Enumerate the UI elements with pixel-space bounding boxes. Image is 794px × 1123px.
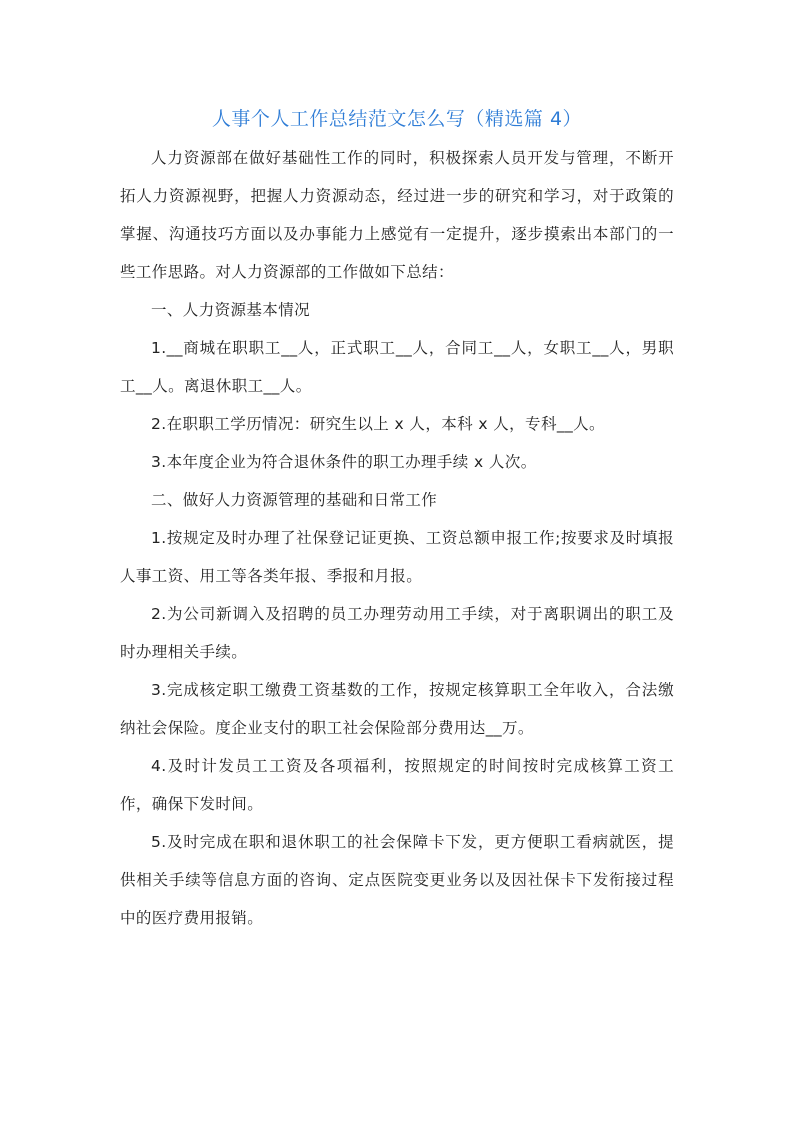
paragraph-1-1: 1.__商城在职职工__人，正式职工__人，合同工__人，女职工__人，男职工__人。离退休职工__人。 — [120, 339, 674, 395]
document-title: 人事个人工作总结范文怎么写（精选篇 4） — [211, 108, 583, 130]
paragraph-1-3: 3.本年度企业为符合退休条件的职工办理手续 x 人次。 — [151, 453, 537, 471]
section-heading-1: 一、人力资源基本情况 — [151, 301, 311, 319]
paragraph-1-2: 2.在职职工学历情况：研究生以上 x 人，本科 x 人，专科__人。 — [151, 415, 605, 433]
section-heading-2: 二、做好人力资源管理的基础和日常工作 — [151, 491, 438, 509]
paragraph-2-4: 4.及时计发员工工资及各项福利，按照规定的时间按时完成核算工资工作，确保下发时间。 — [120, 757, 674, 813]
paragraph-2-1: 1.按规定及时办理了社保登记证更换、工资总额申报工作;按要求及时填报人事工资、用工等各类年报、季报和月报。 — [120, 529, 674, 585]
paragraph-2-5: 5.及时完成在职和退休职工的社会保障卡下发，更方便职工看病就医，提供相关手续等信息方面的咨询、定点医院变更业务以及因社保卡下发衔接过程中的医疗费用报销。 — [120, 833, 674, 927]
paragraph-2-2: 2.为公司新调入及招聘的员工办理劳动用工手续，对于离职调出的职工及时办理相关手续。 — [120, 605, 674, 661]
paragraph-intro: 人力资源部在做好基础性工作的同时，积极探索人员开发与管理，不断开拓人力资源视野，把握人力资源动态，经过进一步的研究和学习，对于政策的掌握、沟通技巧方面以及办事能力上感觉有一定提升，逐步摸索出本部门的一些工作思路。对人力资源部的工作做如下总结： — [120, 149, 674, 281]
paragraph-2-3: 3.完成核定职工缴费工资基数的工作，按规定核算职工全年收入，合法缴纳社会保险。度企业支付的职工社会保险部分费用达__万。 — [120, 681, 674, 737]
